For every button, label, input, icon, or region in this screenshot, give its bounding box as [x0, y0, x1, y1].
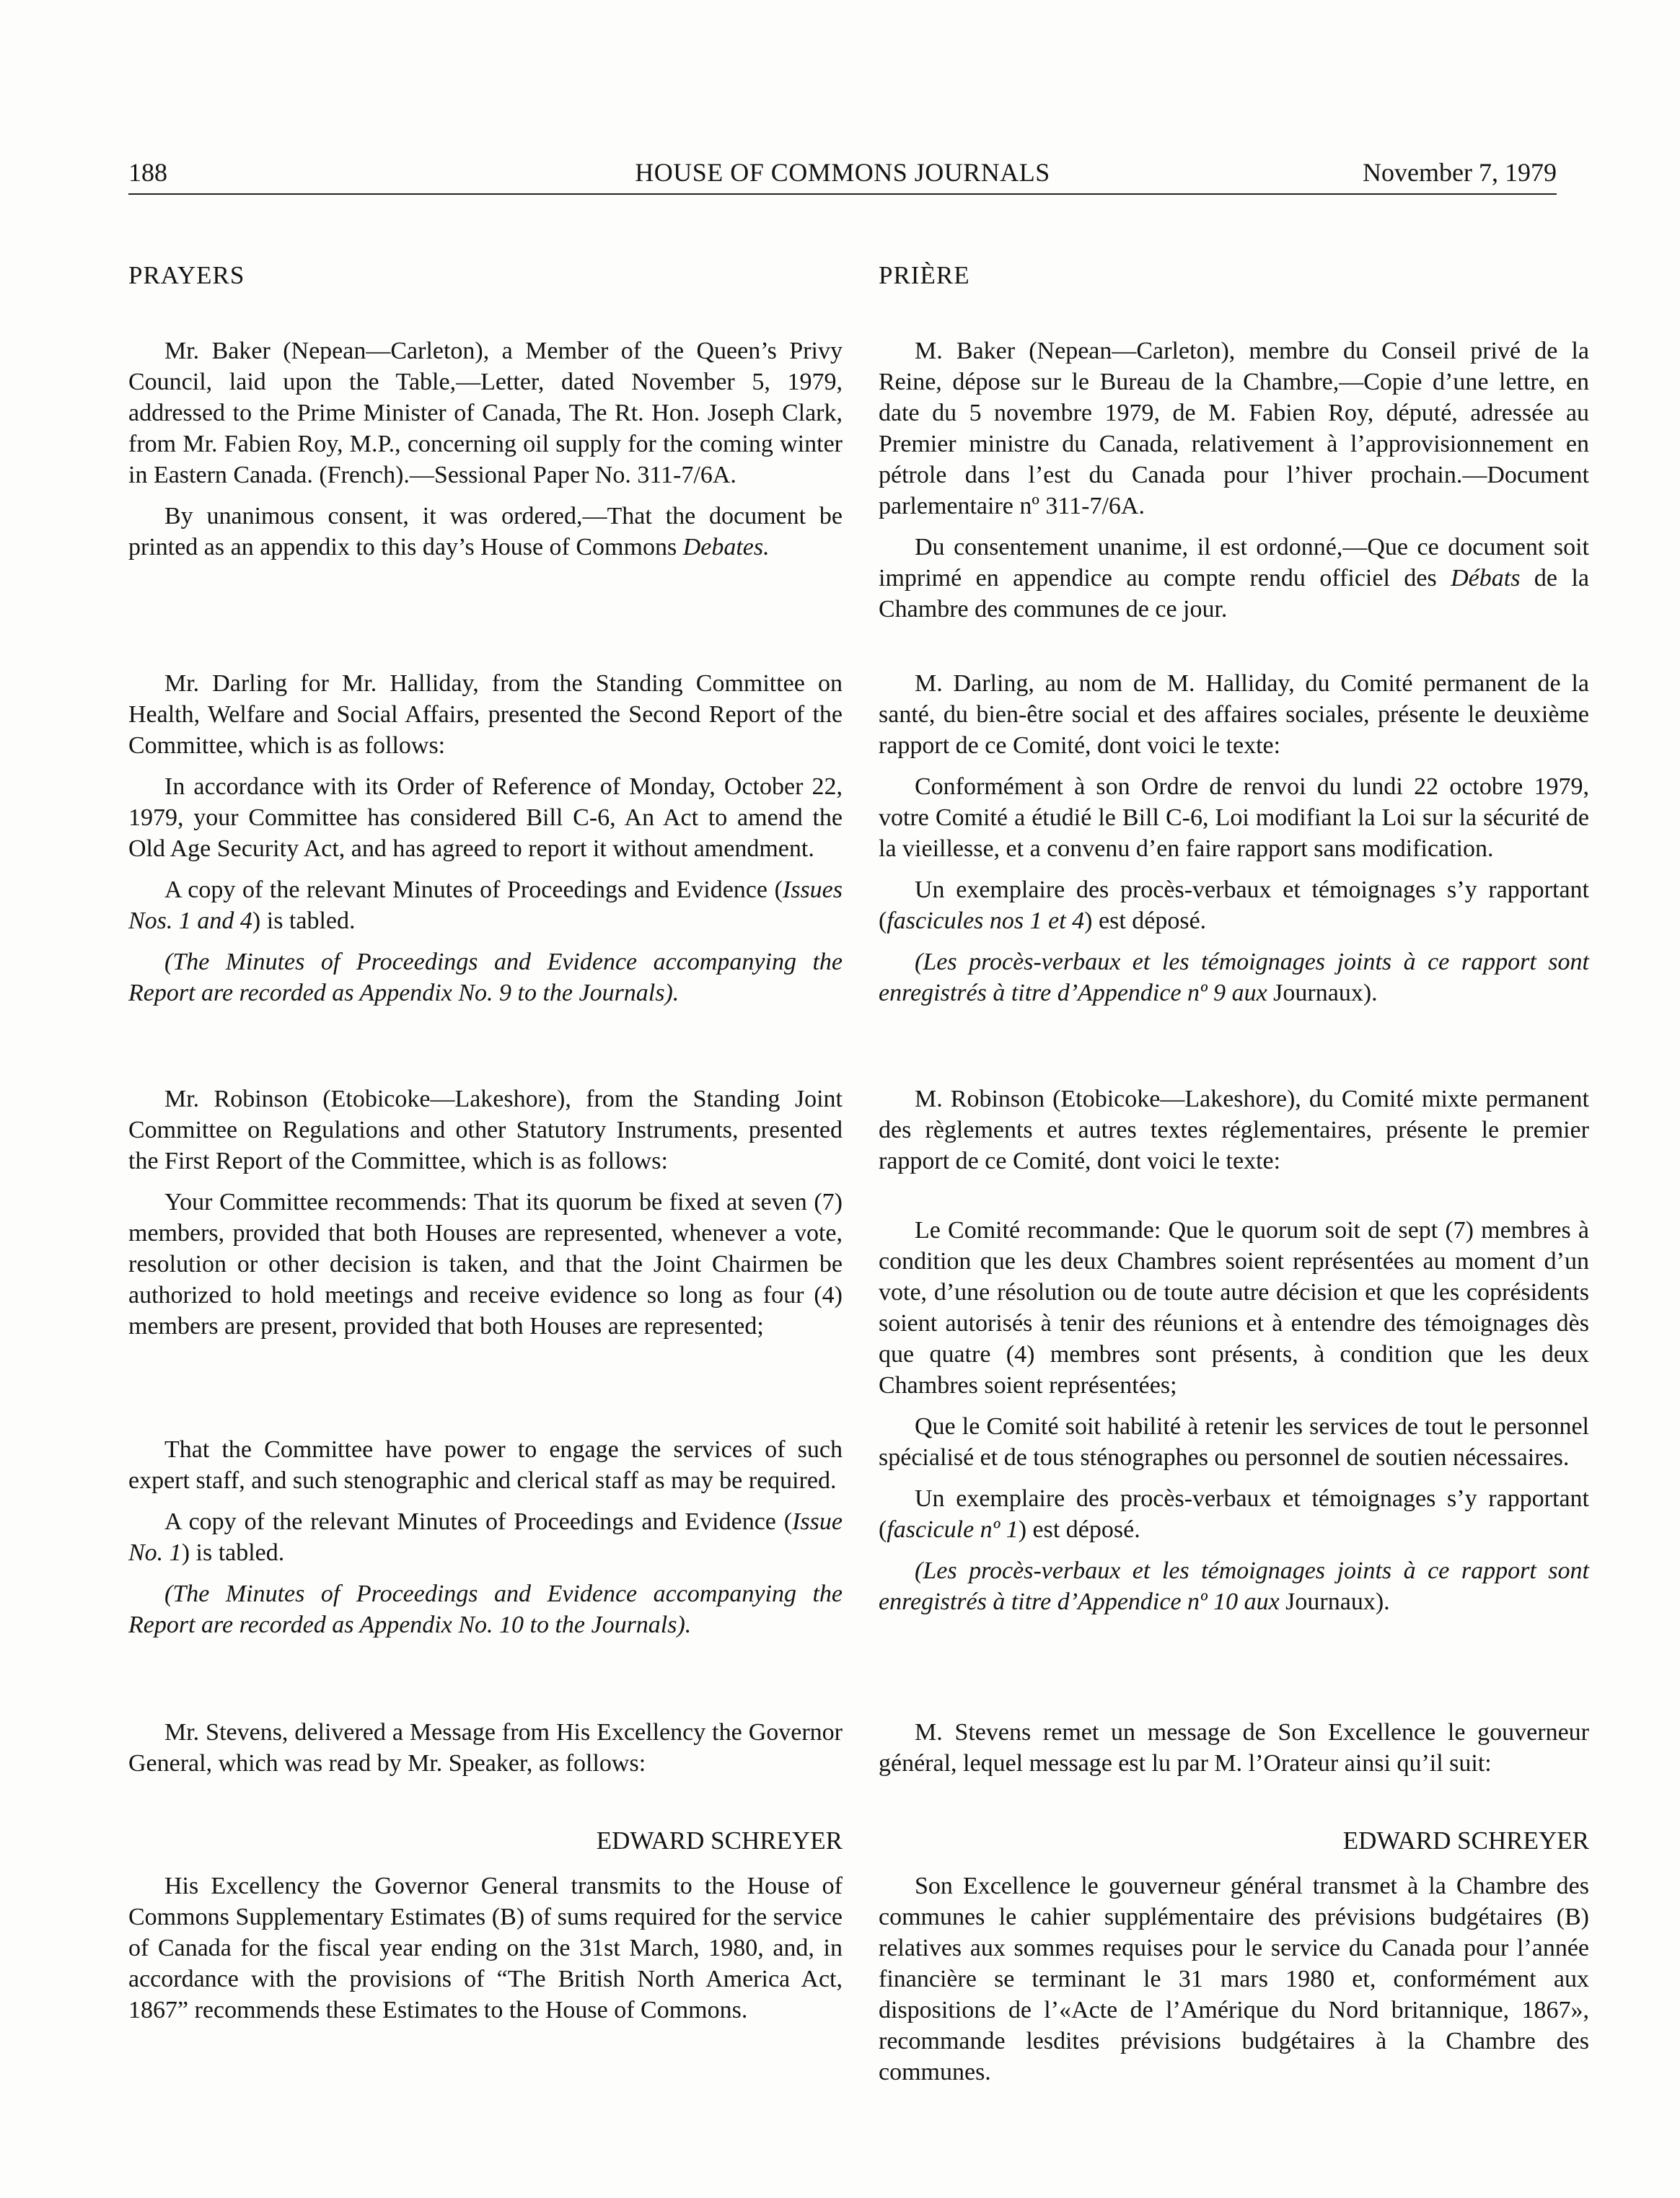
paragraph: In accordance with its Order of Reference of Monday, October 22, 1979, your Committee has considered Bill C-6, An Act to amend the Old Age Security Act, and has agreed to report it without amendment.: [128, 773, 843, 862]
paragraph: M. Darling, au nom de M. Halliday, du Comité permanent de la santé, du bien-être social et des affaires sociales, présente le deuxième rapport de ce Comité, dont voici le texte:: [879, 670, 1589, 759]
journal-date: November 7, 1979: [1363, 158, 1557, 187]
paragraph: (The Minutes of Proceedings and Evidence accompanying the Report are recorded as Appendix No. 10 to the Journals).: [128, 1581, 843, 1638]
estimates-message-fr: [879, 1871, 1589, 2088]
journal-title: HOUSE OF COMMONS JOURNALS: [635, 158, 1050, 187]
robinson-report-fr: [879, 1083, 1589, 1177]
darling-report-en: [128, 668, 843, 1008]
paragraph: Un exemplaire des procès-verbaux et témoignages s’y rapportant (fascicule nº 1) est déposé.: [879, 1485, 1589, 1543]
robinson-report-en-cont: [128, 1434, 843, 1640]
page-header: [128, 153, 1557, 195]
priere-heading: PRIÈRE: [879, 261, 970, 289]
paragraph: (Les procès-verbaux et les témoignages joints à ce rapport sont enregistrés à titre d’Appendice nº 10 aux Journaux).: [879, 1557, 1589, 1615]
paragraph: (Les procès-verbaux et les témoignages joints à ce rapport sont enregistrés à titre d’Appendice nº 9 aux Journaux).: [879, 949, 1589, 1006]
paragraph: Son Excellence le gouverneur général transmet à la Chambre des communes le cahier supplémentaire des prévisions budgétaires (B) relatives aux sommes requises pour le service du Canada pour l’année financière se terminant le 31 mars 1980 et, conformément aux dispositions de l’«Acte de l’Amérique du Nord britannique, 1867», recommande lesdites prévisions budgétaires à la Chambre des communes.: [879, 1873, 1589, 2085]
paragraph: M. Robinson (Etobicoke—Lakeshore), du Comité mixte permanent des règlements et autres textes réglementaires, présente le premier rapport de ce Comité, dont voici le texte:: [879, 1086, 1589, 1174]
paragraph: Que le Comité soit habilité à retenir les services de tout le personnel spécialisé et de tous sténographes ou personnel de soutien nécessaires.: [879, 1413, 1589, 1471]
darling-report-fr: [879, 668, 1589, 1008]
robinson-report-en: [128, 1083, 843, 1342]
paragraph: M. Stevens remet un message de Son Excellence le gouverneur général, lequel message est lu par M. l’Orateur ainsi qu’il suit:: [879, 1719, 1589, 1777]
page-number: 188: [128, 158, 167, 187]
paragraph: Du consentement unanime, il est ordonné,—Que ce document soit imprimé en appendice au compte rendu officiel des Débats de la Chambre des communes de ce jour.: [879, 534, 1589, 623]
robinson-report-fr-cont: [879, 1215, 1589, 1617]
paragraph: Le Comité recommande: Que le quorum soit de sept (7) membres à condition que les deux Chambres soient représentées au moment d’un vote, d’une résolution ou de toute autre décision et que les coprésidents soient autorisés à tenir des réunions et à entendre des témoignages dès que quatre (4) membres sont présents, à condition que les deux Chambres soient représentées;: [879, 1217, 1589, 1399]
stevens-message-en: [128, 1717, 843, 1779]
paragraph: A copy of the relevant Minutes of Proceedings and Evidence (Issue No. 1) is tabled.: [128, 1508, 843, 1566]
signature-fr: EDWARD SCHREYER: [1342, 1826, 1589, 1855]
paragraph: Conformément à son Ordre de renvoi du lundi 22 octobre 1979, votre Comité a étudié le Bill C-6, Loi modifiant la Loi sur la sécurité de la vieillesse, et a convenu d’en faire rapport sans modification.: [879, 773, 1589, 862]
paragraph: Mr. Baker (Nepean—Carleton), a Member of the Queen’s Privy Council, laid upon the Table,—Letter, dated November 5, 1979, addressed to the Prime Minister of Canada, The Rt. Hon. Joseph Clark, from Mr. Fabien Roy, M.P., concerning oil supply for the coming winter in Eastern Canada. (French).—Sessional Paper No. 311-7/6A.: [128, 338, 843, 488]
paragraph: Un exemplaire des procès-verbaux et témoignages s’y rapportant (fascicules nos 1 et 4) est déposé.: [879, 876, 1589, 934]
baker-tabling-fr: [879, 335, 1589, 625]
baker-tabling-en: [128, 335, 843, 563]
paragraph: That the Committee have power to engage the services of such expert staff, and such stenographic and clerical staff as may be required.: [128, 1436, 843, 1494]
paragraph: His Excellency the Governor General transmits to the House of Commons Supplementary Estimates (B) of sums required for the service of Canada for the fiscal year ending on the 31st March, 1980, and, in accordance with the provisions of “The British North America Act, 1867” recommends these Estimates to the House of Commons.: [128, 1873, 843, 2023]
paragraph: Mr. Stevens, delivered a Message from His Excellency the Governor General, which was read by Mr. Speaker, as follows:: [128, 1719, 843, 1777]
estimates-message-en: [128, 1871, 843, 2026]
paragraph: Mr. Darling for Mr. Halliday, from the Standing Committee on Health, Welfare and Social Affairs, presented the Second Report of the Committee, which is as follows:: [128, 670, 843, 759]
prayers-heading: PRAYERS: [128, 261, 245, 289]
paragraph: (The Minutes of Proceedings and Evidence accompanying the Report are recorded as Appendix No. 9 to the Journals).: [128, 949, 843, 1006]
paragraph: M. Baker (Nepean—Carleton), membre du Conseil privé de la Reine, dépose sur le Bureau de la Chambre,—Copie d’une lettre, en date du 5 novembre 1979, de M. Fabien Roy, député, adressée au Premier ministre du Canada, relativement à l’approvisionnement en pétrole dans l’est du Canada pour l’hiver prochain.—Document parlementaire nº 311-7/6A.: [879, 338, 1589, 519]
signature-en: EDWARD SCHREYER: [596, 1826, 843, 1855]
stevens-message-fr: [879, 1717, 1589, 1779]
paragraph: By unanimous consent, it was ordered,—That the document be printed as an appendix to this day’s House of Commons Debates.: [128, 503, 843, 561]
paragraph: A copy of the relevant Minutes of Proceedings and Evidence (Issues Nos. 1 and 4) is tabled.: [128, 876, 843, 934]
paragraph: Mr. Robinson (Etobicoke—Lakeshore), from the Standing Joint Committee on Regulations and other Statutory Instruments, presented the First Report of the Committee, which is as follows:: [128, 1086, 843, 1174]
paragraph: Your Committee recommends: That its quorum be fixed at seven (7) members, provided that both Houses are represented, whenever a vote, resolution or other decision is taken, and that the Joint Chairmen be authorized to hold meetings and receive evidence so long as four (4) members are present, provided that both Houses are represented;: [128, 1189, 843, 1340]
